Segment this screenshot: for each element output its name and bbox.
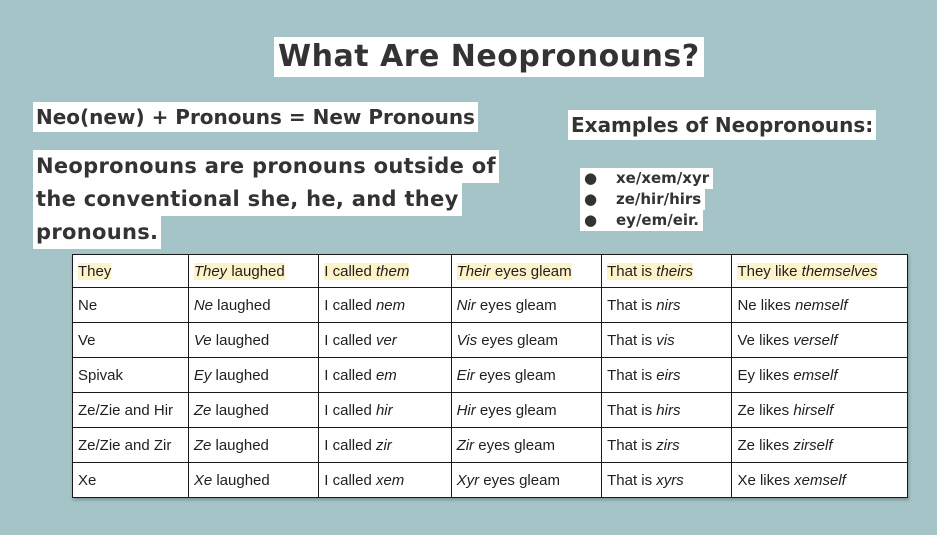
examples-list	[580, 168, 713, 231]
cell-text	[457, 437, 555, 454]
pronoun-text: xem	[375, 471, 405, 489]
table-cell	[732, 288, 908, 323]
pronoun-text: Zir	[456, 436, 475, 454]
table-cell	[732, 255, 908, 288]
cell-text: Ze/Zie and Hir	[78, 401, 174, 419]
table-cell	[451, 323, 602, 358]
cell-text: Xe	[78, 471, 97, 489]
table-cell	[73, 358, 189, 393]
plain-text: Ze likes	[737, 436, 794, 454]
bullet-icon: ●	[584, 190, 598, 208]
plain-text: That is	[607, 401, 657, 419]
table-cell	[602, 358, 732, 393]
table-cell	[602, 288, 732, 323]
pronoun-text: Vis	[456, 331, 478, 349]
plain-text: eyes gleam	[479, 471, 560, 489]
plain-text: I called	[324, 366, 376, 384]
list-item	[580, 168, 713, 189]
cell-text	[607, 437, 680, 454]
plain-text: laughed	[212, 471, 270, 489]
example-text: ze/hir/hirs	[616, 190, 702, 208]
pronoun-text: nemself	[794, 296, 848, 314]
table-cell	[319, 255, 451, 288]
plain-text: eyes gleam	[475, 296, 557, 314]
plain-text: I called	[324, 471, 376, 489]
table-row	[73, 358, 908, 393]
list-item	[580, 189, 705, 210]
page-title: What Are Neopronouns?	[274, 37, 704, 77]
pronoun-text: hirs	[656, 401, 681, 419]
cell-text	[457, 332, 558, 349]
plain-text: eyes gleam	[475, 401, 557, 419]
table-cell	[188, 463, 318, 498]
table-cell	[188, 428, 318, 463]
pronoun-text: zir	[375, 436, 392, 454]
table-cell	[188, 393, 318, 428]
table-cell	[451, 393, 602, 428]
plain-text: laughed	[211, 331, 270, 349]
cell-text	[607, 263, 693, 280]
pronoun-text: xyrs	[656, 471, 684, 489]
description-line: Neopronouns are pronouns outside of	[33, 150, 499, 183]
cell-text	[194, 263, 285, 280]
plain-text: They like	[737, 262, 802, 280]
table-cell	[602, 393, 732, 428]
table-cell	[451, 358, 602, 393]
table-cell	[188, 288, 318, 323]
cell-text	[737, 297, 847, 314]
cell-text	[737, 263, 877, 280]
bullet-icon: ●	[584, 211, 598, 229]
pronoun-text: Their	[456, 262, 491, 280]
table-row	[73, 393, 908, 428]
pronoun-text: nem	[375, 296, 406, 314]
cell-text	[324, 332, 397, 349]
table-cell	[319, 323, 451, 358]
cell-text	[607, 472, 684, 489]
table-cell	[451, 288, 602, 323]
cell-text	[194, 297, 271, 314]
table-cell	[602, 255, 732, 288]
pronoun-text: Ve	[193, 331, 212, 349]
description-line: pronouns.	[33, 216, 161, 249]
table-cell	[73, 393, 189, 428]
cell-text	[457, 297, 557, 314]
table-cell	[732, 358, 908, 393]
pronoun-text: them	[375, 262, 410, 280]
table-cell	[188, 358, 318, 393]
plain-text: Ne likes	[737, 296, 795, 314]
table-cell	[732, 323, 908, 358]
table-cell	[188, 255, 318, 288]
table-cell	[73, 323, 189, 358]
pronoun-text: emself	[793, 366, 838, 384]
cell-text	[737, 402, 833, 419]
pronoun-text: themselves	[801, 262, 878, 280]
plain-text: eyes gleam	[490, 262, 572, 280]
pronoun-text: Eir	[456, 366, 475, 384]
cell-text	[324, 263, 409, 280]
table-cell	[73, 463, 189, 498]
pronoun-text: Xe	[193, 471, 213, 489]
pronoun-text: hir	[375, 401, 393, 419]
plain-text: laughed	[211, 436, 269, 454]
plain-text: I called	[324, 262, 376, 280]
pronoun-text: They	[193, 262, 228, 280]
table-row	[73, 463, 908, 498]
cell-text	[607, 297, 680, 314]
bullet-icon: ●	[584, 169, 598, 187]
table-cell	[732, 393, 908, 428]
example-text: ey/em/eir.	[616, 211, 699, 229]
plain-text: laughed	[213, 296, 271, 314]
pronoun-text: ver	[375, 331, 397, 349]
plain-text: I called	[324, 401, 376, 419]
pronoun-table	[72, 254, 908, 498]
table-row	[73, 255, 908, 288]
table-cell	[73, 428, 189, 463]
pronoun-text: Xyr	[456, 471, 480, 489]
cell-text: Ze/Zie and Zir	[78, 436, 172, 454]
plain-text: Ey likes	[737, 366, 794, 384]
table-cell	[319, 288, 451, 323]
description	[33, 150, 499, 249]
cell-text	[324, 402, 392, 419]
pronoun-text: Ze	[193, 401, 212, 419]
plain-text: That is	[607, 296, 657, 314]
pronoun-text: theirs	[656, 262, 693, 280]
table-cell	[602, 428, 732, 463]
table-cell	[73, 255, 189, 288]
table-cell	[319, 393, 451, 428]
pronoun-text: vis	[656, 331, 675, 349]
table-cell	[451, 255, 602, 288]
pronoun-text: nirs	[656, 296, 681, 314]
pronoun-text: Ze	[193, 436, 212, 454]
pronoun-text: hirself	[793, 401, 834, 419]
example-text: xe/xem/xyr	[616, 169, 710, 187]
plain-text: That is	[607, 262, 657, 280]
table-row	[73, 428, 908, 463]
pronoun-text: Hir	[456, 401, 476, 419]
cell-text: Spivak	[78, 366, 124, 384]
table-cell	[732, 463, 908, 498]
subtitle: Neo(new) + Pronouns = New Pronouns	[33, 102, 478, 132]
pronoun-text: eirs	[656, 366, 681, 384]
pronoun-text: Ne	[193, 296, 213, 314]
plain-text: eyes gleam	[474, 436, 555, 454]
cell-text	[457, 263, 572, 280]
plain-text: laughed	[211, 366, 269, 384]
cell-text: Ve	[78, 331, 96, 349]
cell-text	[324, 297, 405, 314]
cell-text	[607, 402, 680, 419]
plain-text: That is	[607, 366, 657, 384]
examples-title: Examples of Neopronouns:	[568, 110, 876, 140]
cell-text	[194, 472, 270, 489]
cell-text	[324, 367, 397, 384]
cell-text	[194, 402, 269, 419]
table-row	[73, 288, 908, 323]
plain-text: That is	[607, 331, 657, 349]
plain-text: eyes gleam	[474, 366, 556, 384]
cell-text	[737, 437, 832, 454]
pronoun-text: Ey	[193, 366, 212, 384]
cell-text	[194, 332, 269, 349]
plain-text: laughed	[211, 401, 269, 419]
cell-text	[607, 367, 680, 384]
table-cell	[451, 463, 602, 498]
plain-text: That is	[607, 471, 657, 489]
plain-text: I called	[324, 296, 376, 314]
cell-text	[457, 402, 557, 419]
table-cell	[732, 428, 908, 463]
table-cell	[602, 323, 732, 358]
cell-text: Ne	[78, 296, 98, 314]
description-line: the conventional she, he, and they	[33, 183, 462, 216]
plain-text: laughed	[227, 262, 285, 280]
table-row	[73, 323, 908, 358]
plain-text: Xe likes	[737, 471, 795, 489]
table-cell	[319, 428, 451, 463]
plain-text: eyes gleam	[477, 331, 559, 349]
cell-text	[324, 472, 404, 489]
table-cell	[319, 463, 451, 498]
plain-text: That is	[607, 436, 657, 454]
list-item	[580, 210, 703, 231]
cell-text	[194, 437, 269, 454]
pronoun-text: em	[375, 366, 397, 384]
cell-text	[457, 367, 556, 384]
pronoun-text: zirs	[656, 436, 680, 454]
cell-text	[737, 472, 845, 489]
pronoun-text: Nir	[456, 296, 476, 314]
plain-text: Ze likes	[737, 401, 794, 419]
table-cell	[73, 288, 189, 323]
pronoun-text: xemself	[794, 471, 846, 489]
plain-text: Ve likes	[737, 331, 794, 349]
table-cell	[188, 323, 318, 358]
table-cell	[602, 463, 732, 498]
table-cell	[319, 358, 451, 393]
cell-text	[737, 332, 837, 349]
pronoun-text: verself	[793, 331, 838, 349]
cell-text	[737, 367, 837, 384]
cell-text	[457, 472, 560, 489]
cell-text: They	[78, 262, 112, 280]
pronoun-text: zirself	[793, 436, 833, 454]
cell-text	[324, 437, 392, 454]
plain-text: I called	[324, 331, 376, 349]
plain-text: I called	[324, 436, 376, 454]
table-cell	[451, 428, 602, 463]
cell-text	[607, 332, 675, 349]
cell-text	[194, 367, 269, 384]
